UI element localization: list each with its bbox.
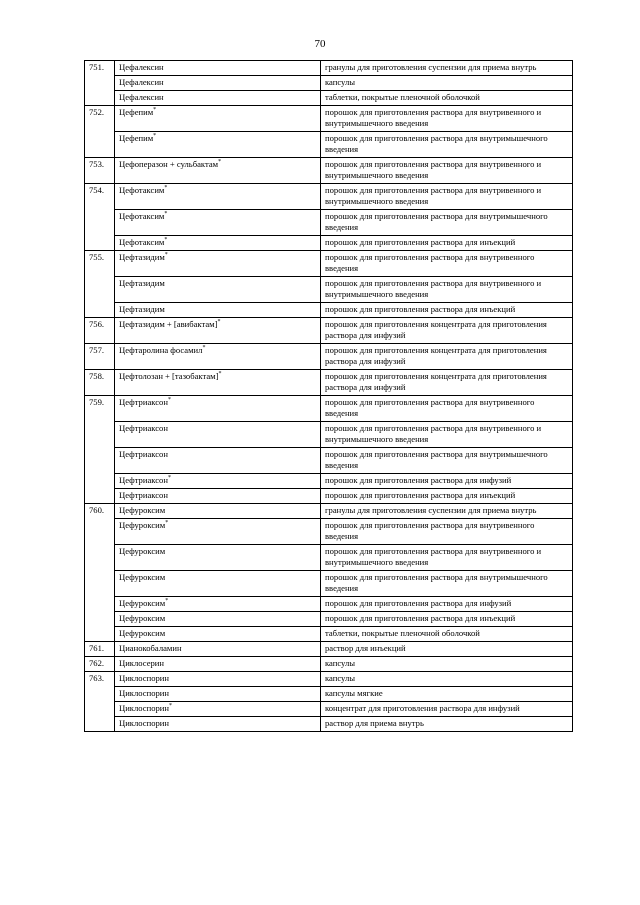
table-row: [85, 642, 573, 657]
drug-name: Цефуроксим: [119, 520, 166, 530]
asterisk-mark: *: [218, 371, 222, 378]
dosage-form: порошок для приготовления раствора для внутривенного введения: [321, 396, 573, 422]
dosage-form: порошок для приготовления раствора для внутримышечного введения: [321, 132, 573, 158]
drug-name: Циклоспорин: [119, 703, 169, 713]
table-row: [85, 158, 573, 184]
entry-number: 758.: [85, 370, 115, 396]
drug-name-cell: [115, 545, 321, 571]
drug-name: Цефтриаксон: [119, 423, 168, 433]
table-row: [85, 236, 573, 251]
table-row: [85, 303, 573, 318]
asterisk-mark: *: [217, 319, 221, 326]
drug-name: Цефтазидим: [119, 278, 165, 288]
dosage-form: порошок для приготовления концентрата для приготовления раствора для инфузий: [321, 344, 573, 370]
table-row: [85, 318, 573, 344]
entry-number: 752.: [85, 106, 115, 158]
table-row: [85, 344, 573, 370]
drug-name-cell: [115, 210, 321, 236]
drug-name: Цефтазидим: [119, 252, 165, 262]
entry-number: 759.: [85, 396, 115, 504]
table-row: [85, 106, 573, 132]
drug-name-cell: [115, 717, 321, 732]
dosage-form: порошок для приготовления раствора для внутримышечного введения: [321, 210, 573, 236]
dosage-form: порошок для приготовления раствора для инфузий: [321, 474, 573, 489]
drug-name: Цефалексин: [119, 77, 164, 87]
dosage-form: раствор для приема внутрь: [321, 717, 573, 732]
dosage-form: порошок для приготовления концентрата для приготовления раствора для инфузий: [321, 318, 573, 344]
table-row: [85, 489, 573, 504]
entry-number: 756.: [85, 318, 115, 344]
drug-name-cell: [115, 422, 321, 448]
asterisk-mark: *: [202, 345, 206, 352]
dosage-form: раствор для инъекций: [321, 642, 573, 657]
drug-name: Цефотаксим: [119, 237, 165, 247]
entry-number: 757.: [85, 344, 115, 370]
table-row: [85, 519, 573, 545]
table-row: [85, 132, 573, 158]
drug-table: [84, 60, 573, 732]
dosage-form: порошок для приготовления раствора для внутривенного и внутримышечного введения: [321, 277, 573, 303]
drug-name-cell: [115, 344, 321, 370]
drug-name-cell: [115, 91, 321, 106]
drug-name: Цефтолозан + [тазобактам]: [119, 371, 219, 381]
drug-name-cell: [115, 504, 321, 519]
asterisk-mark: *: [218, 159, 222, 166]
asterisk-mark: *: [153, 133, 157, 140]
table-row: [85, 545, 573, 571]
asterisk-mark: *: [167, 397, 171, 404]
dosage-form: порошок для приготовления раствора для внутривенного и внутримышечного введения: [321, 545, 573, 571]
drug-name: Цефалексин: [119, 92, 164, 102]
drug-name-cell: [115, 158, 321, 184]
dosage-form: порошок для приготовления раствора для инъекций: [321, 612, 573, 627]
drug-name: Цианокобаламин: [119, 643, 182, 653]
drug-name: Цефуроксим: [119, 628, 166, 638]
drug-name: Циклоспорин: [119, 718, 169, 728]
drug-name: Цефтаролина фосамил: [119, 345, 203, 355]
asterisk-mark: *: [164, 211, 168, 218]
drug-name-cell: [115, 132, 321, 158]
drug-name-cell: [115, 251, 321, 277]
drug-name: Цефуроксим: [119, 613, 166, 623]
table-row: [85, 612, 573, 627]
drug-name-cell: [115, 489, 321, 504]
dosage-form: порошок для приготовления раствора для внутривенного и внутримышечного введения: [321, 184, 573, 210]
drug-name: Цефтриаксон: [119, 490, 168, 500]
dosage-form: гранулы для приготовления суспензии для приема внутрь: [321, 61, 573, 76]
table-row: [85, 657, 573, 672]
dosage-form: порошок для приготовления раствора для инъекций: [321, 489, 573, 504]
dosage-form: порошок для приготовления раствора для внутривенного и внутримышечного введения: [321, 106, 573, 132]
asterisk-mark: *: [167, 475, 171, 482]
drug-name-cell: [115, 370, 321, 396]
drug-name-cell: [115, 519, 321, 545]
drug-name: Цефтриаксон: [119, 475, 168, 485]
drug-name: Цефепим: [119, 107, 154, 117]
table-row: [85, 687, 573, 702]
dosage-form: порошок для приготовления раствора для внутримышечного введения: [321, 571, 573, 597]
dosage-form: капсулы мягкие: [321, 687, 573, 702]
drug-name: Цефуроксим: [119, 505, 166, 515]
table-row: [85, 76, 573, 91]
table-row: [85, 504, 573, 519]
entry-number: 760.: [85, 504, 115, 642]
asterisk-mark: *: [164, 252, 168, 259]
table-row: [85, 251, 573, 277]
table-row: [85, 627, 573, 642]
table-row: [85, 448, 573, 474]
entry-number: 762.: [85, 657, 115, 672]
dosage-form: порошок для приготовления концентрата для приготовления раствора для инфузий: [321, 370, 573, 396]
drug-name: Циклоспорин: [119, 673, 169, 683]
drug-name-cell: [115, 657, 321, 672]
asterisk-mark: *: [165, 598, 169, 605]
dosage-form: порошок для приготовления раствора для инъекций: [321, 303, 573, 318]
drug-name-cell: [115, 236, 321, 251]
drug-name-cell: [115, 106, 321, 132]
drug-name-cell: [115, 571, 321, 597]
table-row: [85, 61, 573, 76]
table-row: [85, 717, 573, 732]
asterisk-mark: *: [153, 107, 157, 114]
drug-name-cell: [115, 448, 321, 474]
drug-name-cell: [115, 61, 321, 76]
dosage-form: порошок для приготовления раствора для внутривенного и внутримышечного введения: [321, 422, 573, 448]
drug-name-cell: [115, 184, 321, 210]
drug-name-cell: [115, 474, 321, 489]
table-row: [85, 370, 573, 396]
table-row: [85, 474, 573, 489]
drug-name-cell: [115, 672, 321, 687]
drug-name: Цефуроксим: [119, 546, 166, 556]
drug-name: Циклоспорин: [119, 688, 169, 698]
dosage-form: таблетки, покрытые пленочной оболочкой: [321, 627, 573, 642]
dosage-form: порошок для приготовления раствора для внутримышечного введения: [321, 448, 573, 474]
table-row: [85, 571, 573, 597]
dosage-form: порошок для приготовления раствора для инфузий: [321, 597, 573, 612]
asterisk-mark: *: [164, 185, 168, 192]
drug-name-cell: [115, 396, 321, 422]
dosage-form: капсулы: [321, 76, 573, 91]
dosage-form: порошок для приготовления раствора для инъекций: [321, 236, 573, 251]
drug-name: Цефотаксим: [119, 185, 165, 195]
table-row: [85, 422, 573, 448]
drug-name-cell: [115, 597, 321, 612]
dosage-form: порошок для приготовления раствора для внутривенного введения: [321, 519, 573, 545]
dosage-form: капсулы: [321, 657, 573, 672]
dosage-form: порошок для приготовления раствора для внутривенного введения: [321, 251, 573, 277]
drug-name-cell: [115, 303, 321, 318]
drug-name: Цефепим: [119, 133, 154, 143]
drug-name: Цефоперазон + сульбактам: [119, 159, 219, 169]
drug-name: Циклосерин: [119, 658, 165, 668]
table-row: [85, 672, 573, 687]
page-number: 70: [314, 38, 326, 50]
drug-name: Цефуроксим: [119, 598, 166, 608]
drug-name-cell: [115, 612, 321, 627]
entry-number: 763.: [85, 672, 115, 732]
drug-table-body: [85, 61, 573, 732]
drug-name: Цефтриаксон: [119, 449, 168, 459]
table-row: [85, 702, 573, 717]
asterisk-mark: *: [164, 237, 168, 244]
drug-name-cell: [115, 702, 321, 717]
asterisk-mark: *: [165, 520, 169, 527]
drug-name-cell: [115, 277, 321, 303]
dosage-form: гранулы для приготовления суспензии для приема внутрь: [321, 504, 573, 519]
drug-name: Цефтазидим + [авибактам]: [119, 319, 218, 329]
drug-name-cell: [115, 642, 321, 657]
entry-number: 754.: [85, 184, 115, 251]
dosage-form: порошок для приготовления раствора для внутривенного и внутримышечного введения: [321, 158, 573, 184]
entry-number: 755.: [85, 251, 115, 318]
drug-name-cell: [115, 687, 321, 702]
table-row: [85, 597, 573, 612]
drug-name: Цефуроксим: [119, 572, 166, 582]
drug-name: Цефтриаксон: [119, 397, 168, 407]
dosage-form: концентрат для приготовления раствора для инфузий: [321, 702, 573, 717]
drug-name: Цефтазидим: [119, 304, 165, 314]
drug-name: Цефалексин: [119, 62, 164, 72]
table-row: [85, 277, 573, 303]
entry-number: 753.: [85, 158, 115, 184]
entry-number: 761.: [85, 642, 115, 657]
drug-name-cell: [115, 627, 321, 642]
drug-name: Цефотаксим: [119, 211, 165, 221]
drug-name-cell: [115, 76, 321, 91]
drug-name-cell: [115, 318, 321, 344]
table-row: [85, 396, 573, 422]
dosage-form: таблетки, покрытые пленочной оболочкой: [321, 91, 573, 106]
table-row: [85, 210, 573, 236]
table-row: [85, 91, 573, 106]
asterisk-mark: *: [169, 703, 172, 710]
entry-number: 751.: [85, 61, 115, 106]
table-row: [85, 184, 573, 210]
dosage-form: капсулы: [321, 672, 573, 687]
